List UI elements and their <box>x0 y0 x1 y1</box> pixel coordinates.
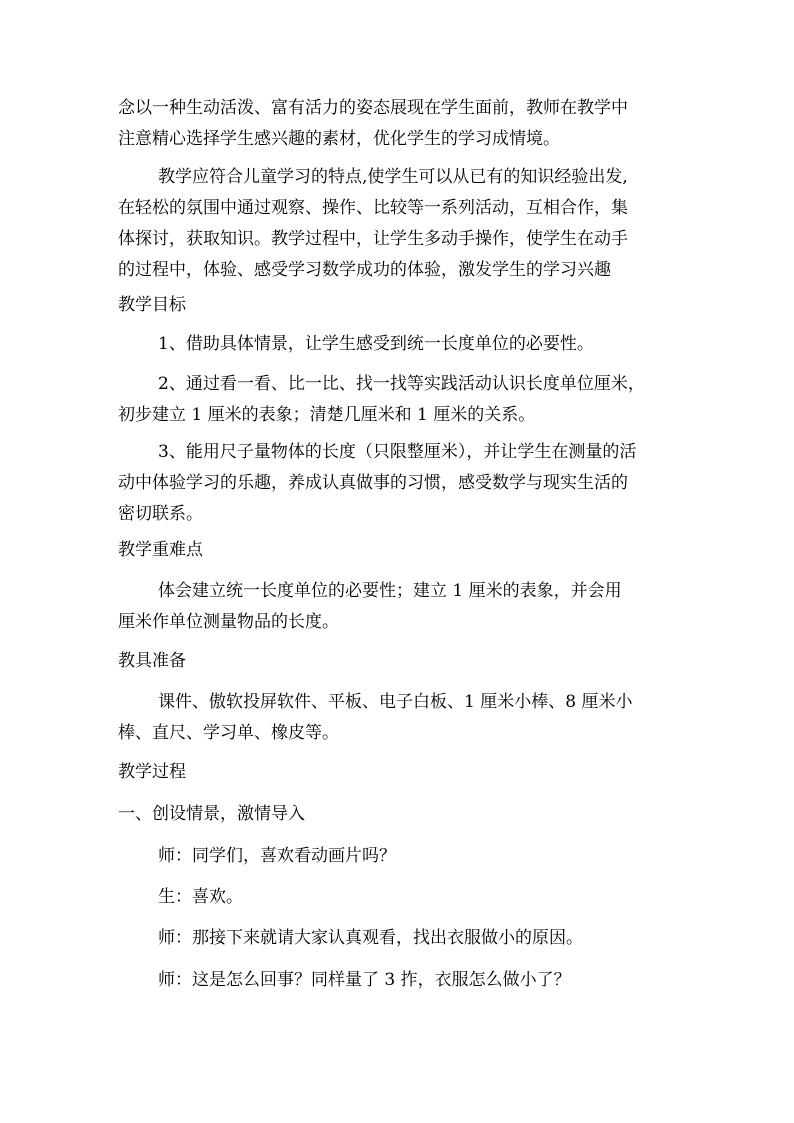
text-line: 体会建立统一长度单位的必要性；建立 1 厘米的表象，并会用 <box>158 581 622 601</box>
intro-paragraph <box>118 93 678 155</box>
text-line: 初步建立 1 厘米的表象；清楚几厘米和 1 厘米的关系。 <box>118 405 536 425</box>
goal-3-paragraph <box>118 437 678 530</box>
text-line: 棒、直尺、学习单、橡皮等。 <box>118 723 339 743</box>
text-line: 教学应符合儿童学习的特点,使学生可以从已有的知识经验出发, <box>158 167 628 187</box>
materials-heading: 教具准备 <box>118 651 186 671</box>
text-line: 动中体验学习的乐趣，养成认真做事的习惯，感受数学与现实生活的 <box>118 473 628 493</box>
materials-paragraph <box>118 687 678 749</box>
text-line: 2、通过看一看、比一比、找一找等实践活动认识长度单位厘米， <box>158 374 645 394</box>
dialog-line: 生：喜欢。 <box>158 887 243 907</box>
text-line: 的过程中，体验、感受学习数学成功的体验，激发学生的学习兴趣 <box>118 260 611 280</box>
text-line: 厘米作单位测量物品的长度。 <box>118 612 339 632</box>
key-points-paragraph <box>118 576 678 638</box>
dialog-line: 师：那接下来就请大家认真观看，找出衣服做小的原因。 <box>158 928 583 948</box>
dialog-line: 师：这是怎么回事？同样量了 3 拃，衣服怎么做小了？ <box>158 970 571 990</box>
text-line: 体探讨，获取知识。教学过程中，让学生多动手操作，使学生在动手 <box>118 229 628 249</box>
process-heading: 教学过程 <box>118 762 186 782</box>
text-line: 在轻松的氛围中通过观察、操作、比较等一系列活动，互相合作，集 <box>118 198 628 218</box>
dialog-line: 师：同学们，喜欢看动画片吗？ <box>158 846 396 866</box>
method-paragraph <box>118 162 678 286</box>
goal-1-paragraph <box>118 329 678 360</box>
text-line: 密切联系。 <box>118 504 203 524</box>
section-1-heading: 一、创设情景，激情导入 <box>118 804 305 824</box>
text-line: 1、借助具体情景，让学生感受到统一长度单位的必要性。 <box>158 334 594 354</box>
text-line: 注意精心选择学生感兴趣的素材，优化学生的学习成情境。 <box>118 129 560 149</box>
text-line: 念以一种生动活泼、富有活力的姿态展现在学生面前，教师在教学中 <box>118 98 628 118</box>
goals-heading: 教学目标 <box>118 295 186 315</box>
text-line: 3、能用尺子量物体的长度（只限整厘米），并让学生在测量的活 <box>158 442 637 462</box>
text-line: 课件、傲软投屏软件、平板、电子白板、1 厘米小棒、8 厘米小 <box>158 692 633 712</box>
goal-2-paragraph <box>118 369 678 431</box>
key-points-heading: 教学重难点 <box>118 540 203 560</box>
